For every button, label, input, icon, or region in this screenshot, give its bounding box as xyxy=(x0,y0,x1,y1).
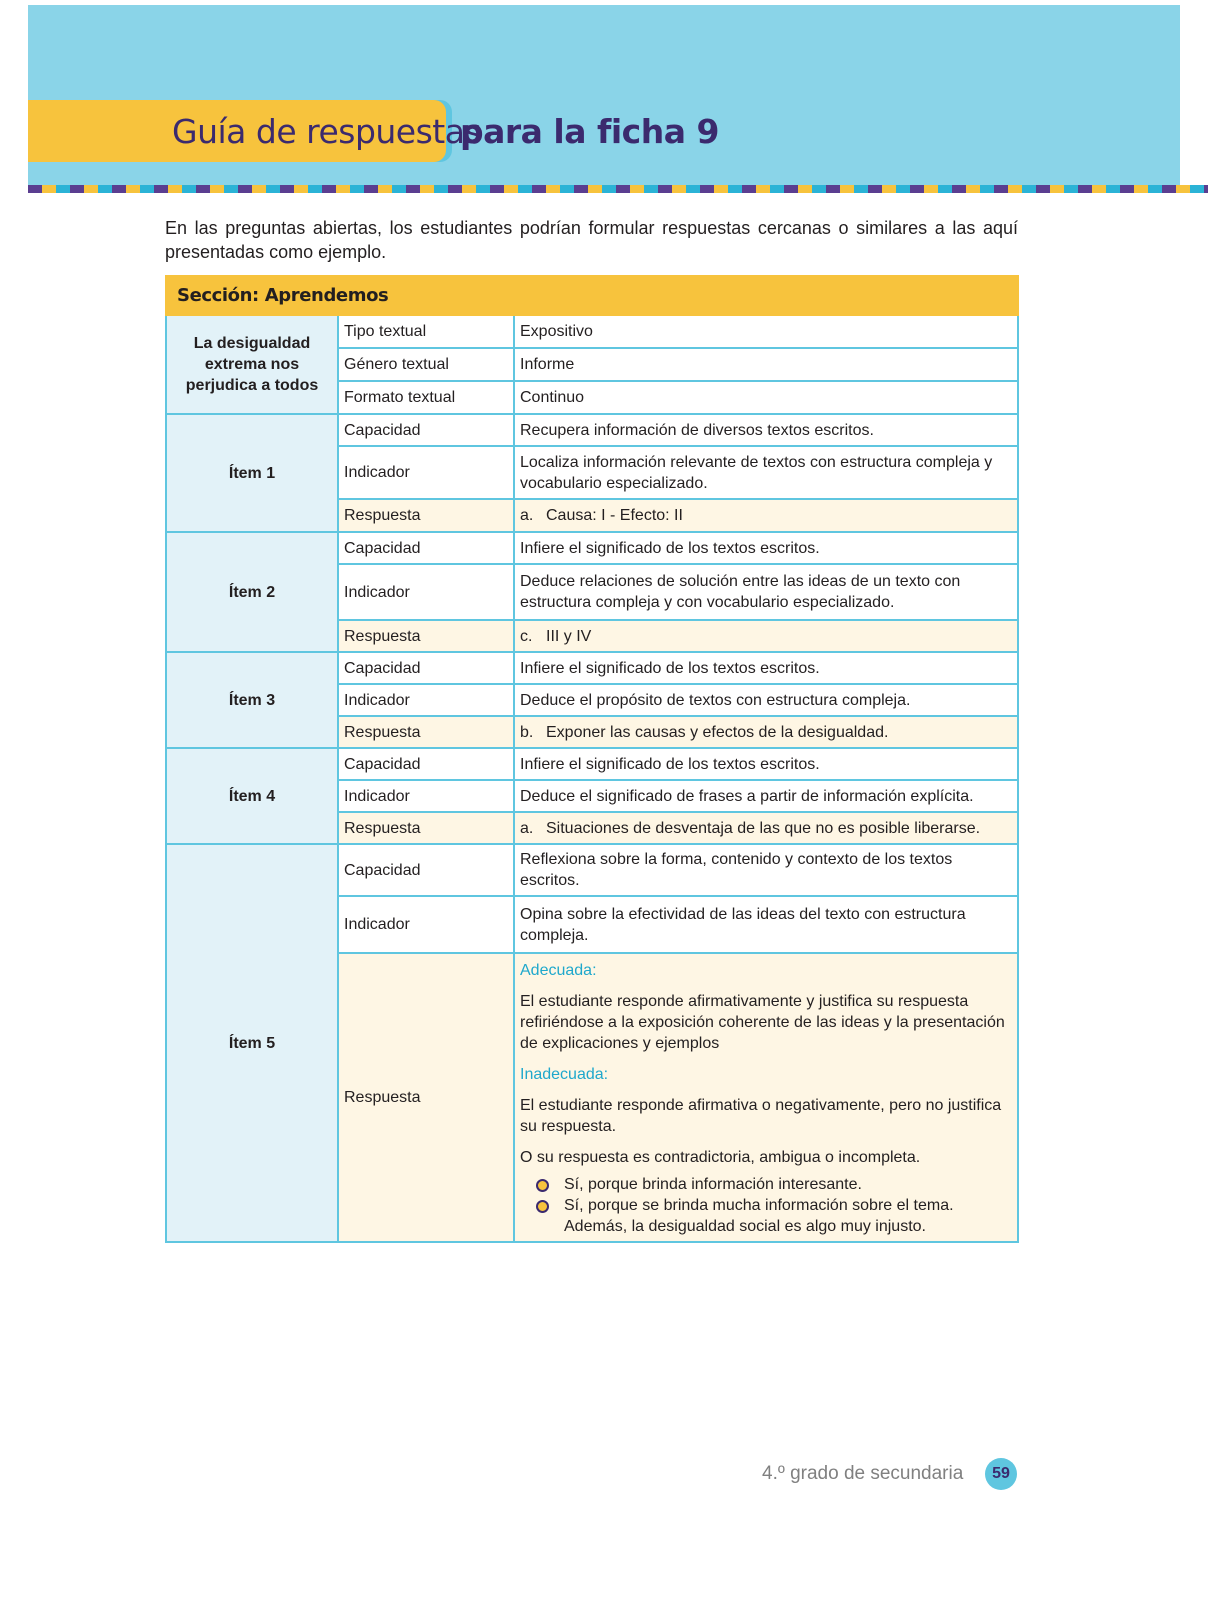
row-label: Tipo textual xyxy=(338,315,514,348)
row-value: Informe xyxy=(514,348,1018,381)
item-label: Ítem 5 xyxy=(166,844,338,1242)
answer-text: Situaciones de desventaja de las que no es posible liberarse. xyxy=(546,819,981,837)
inadecuada-text: El estudiante responde afirmativa o negativamente, pero no justifica su respuesta. xyxy=(520,1097,1002,1135)
row-label: Capacidad xyxy=(338,652,514,684)
table-row xyxy=(166,844,1018,896)
row-value xyxy=(514,499,1018,532)
bullet-icon xyxy=(536,1200,549,1213)
table-row xyxy=(166,414,1018,446)
row-value: Opina sobre la efectividad de las ideas del texto con estructura compleja. xyxy=(514,896,1018,953)
row-value xyxy=(514,620,1018,652)
row-label: Capacidad xyxy=(338,748,514,780)
table-row xyxy=(166,315,1018,348)
answer-text: Causa: I - Efecto: II xyxy=(546,507,683,524)
answer-table xyxy=(165,275,1019,1243)
section-title: Sección: Aprendemos xyxy=(166,276,1018,315)
row-label: Formato textual xyxy=(338,381,514,414)
page-title: Guía de respuestas xyxy=(172,112,482,151)
footer-grade: 4.º grado de secundaria xyxy=(762,1463,964,1484)
page-subtitle: para la ficha 9 xyxy=(460,112,719,151)
option-letter: c. xyxy=(520,627,533,645)
answer-text: III y IV xyxy=(546,627,592,645)
row-label: Capacidad xyxy=(338,844,514,896)
bullet-icon xyxy=(536,1179,549,1192)
row-value xyxy=(514,716,1018,748)
row-label: Respuesta xyxy=(338,499,514,532)
inadecuada-text: O su respuesta es contradictoria, ambigua o incompleta. xyxy=(520,1149,921,1166)
inadecuada-label: Inadecuada: xyxy=(520,1066,609,1083)
row-value: Deduce relaciones de solución entre las ideas de un texto con estructura compleja y con vocabulario especializado. xyxy=(514,564,1018,620)
open-answer-cell xyxy=(514,953,1018,1242)
row-value xyxy=(514,812,1018,844)
row-value: Recupera información de diversos textos escritos. xyxy=(514,414,1018,446)
list-item xyxy=(534,1195,1012,1237)
row-label: Indicador xyxy=(338,446,514,499)
header-stripe xyxy=(28,185,1208,193)
row-value: Deduce el propósito de textos con estructura compleja. xyxy=(514,684,1018,716)
adecuada-text: El estudiante responde afirmativamente y justifica su respuesta refiriéndose a la exposición coherente de las ideas y la presentación de explicaciones y ejemplos xyxy=(520,993,1005,1052)
row-value: Continuo xyxy=(514,381,1018,414)
answer-text: Exponer las causas y efectos de la desigualdad. xyxy=(546,723,889,741)
text-title: La desigualdad extrema nos perjudica a todos xyxy=(166,315,338,414)
adecuada-label: Adecuada: xyxy=(520,962,597,979)
example-text: Sí, porque se brinda mucha información sobre el tema. Además, la desigualdad social es algo muy injusto. xyxy=(564,1197,954,1235)
item-label: Ítem 2 xyxy=(166,532,338,652)
section-row xyxy=(166,276,1018,315)
row-value: Infiere el significado de los textos escritos. xyxy=(514,532,1018,564)
row-value: Reflexiona sobre la forma, contenido y contexto de los textos escritos. xyxy=(514,844,1018,896)
row-label: Respuesta xyxy=(338,953,514,1242)
option-letter: a. xyxy=(520,819,534,837)
row-value: Expositivo xyxy=(514,315,1018,348)
example-text: Sí, porque brinda información interesante. xyxy=(564,1176,862,1193)
table-row xyxy=(166,532,1018,564)
example-list xyxy=(534,1174,1012,1237)
row-value: Infiere el significado de los textos escritos. xyxy=(514,652,1018,684)
row-label: Indicador xyxy=(338,564,514,620)
table-row xyxy=(166,748,1018,780)
list-item xyxy=(534,1174,1012,1195)
row-label: Respuesta xyxy=(338,812,514,844)
row-label: Capacidad xyxy=(338,532,514,564)
row-value: Localiza información relevante de textos con estructura compleja y vocabulario especializado. xyxy=(514,446,1018,499)
table-row xyxy=(166,652,1018,684)
row-label: Género textual xyxy=(338,348,514,381)
option-letter: a. xyxy=(520,507,534,524)
item-label: Ítem 1 xyxy=(166,414,338,532)
row-value: Deduce el significado de frases a partir de información explícita. xyxy=(514,780,1018,812)
row-label: Indicador xyxy=(338,684,514,716)
row-label: Indicador xyxy=(338,780,514,812)
row-label: Indicador xyxy=(338,896,514,953)
row-label: Capacidad xyxy=(338,414,514,446)
row-value: Infiere el significado de los textos escritos. xyxy=(514,748,1018,780)
page-number: 59 xyxy=(985,1458,1017,1490)
item-label: Ítem 3 xyxy=(166,652,338,748)
row-label: Respuesta xyxy=(338,716,514,748)
option-letter: b. xyxy=(520,723,534,741)
row-label: Respuesta xyxy=(338,620,514,652)
intro-paragraph: En las preguntas abiertas, los estudiantes podrían formular respuestas cercanas o similares a las aquí presentadas como ejemplo. xyxy=(165,218,1018,262)
item-label: Ítem 4 xyxy=(166,748,338,844)
